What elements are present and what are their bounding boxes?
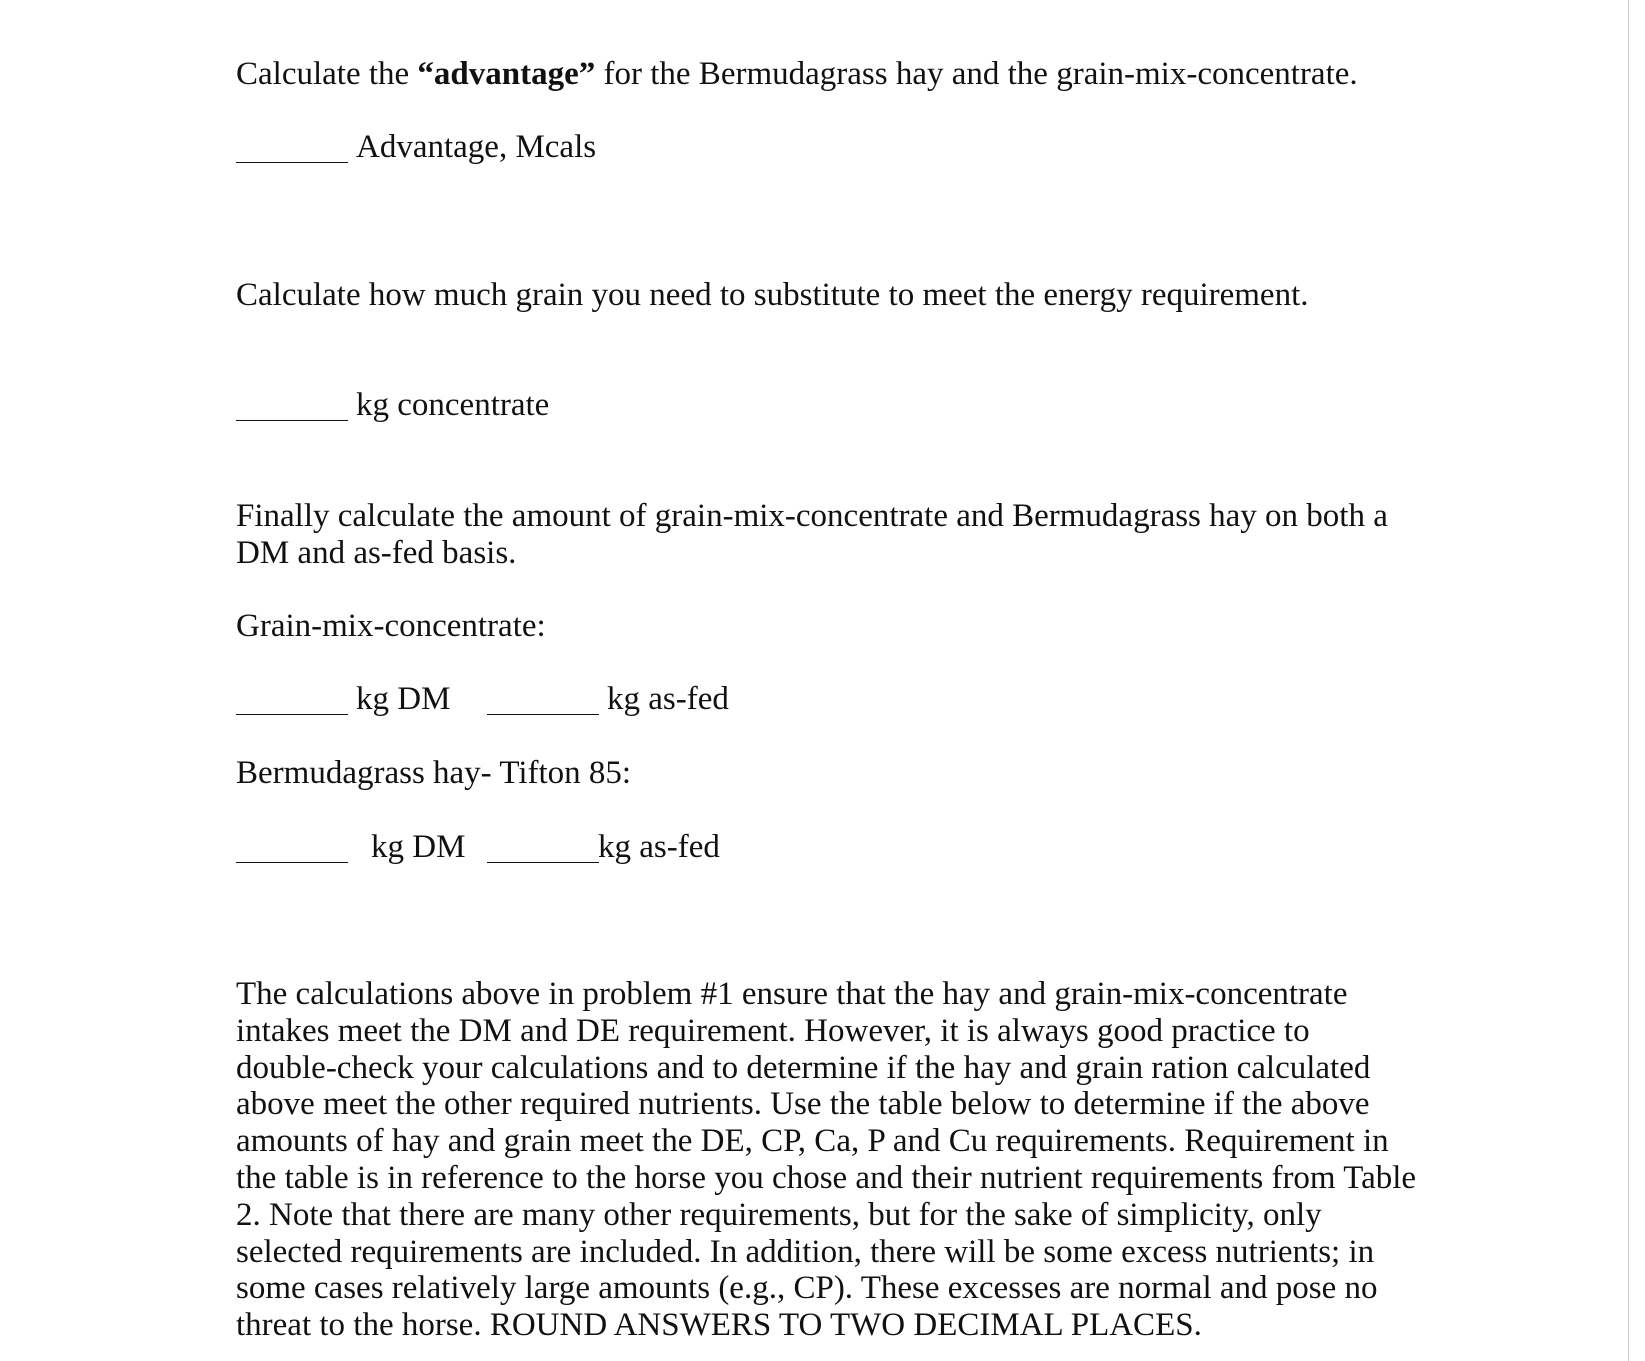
grain-mix-asfed-label: kg as-fed (607, 681, 729, 717)
closing-paragraph-line: threat to the horse. ROUND ANSWERS TO TWO DECIMAL PLACES. (236, 1307, 1202, 1344)
closing-paragraph-line: the table is in reference to the horse you chose and their nutrient requirements from Table (236, 1159, 1417, 1196)
concentrate-answer-blank[interactable] (236, 420, 348, 421)
closing-paragraph-line: The calculations above in problem #1 ensure that the hay and grain-mix-concentrate (236, 976, 1348, 1012)
grain-mix-dm-blank[interactable] (236, 714, 348, 715)
advantage-answer-label: Advantage, Mcals (356, 129, 597, 165)
advantage-question (236, 56, 1358, 93)
page-edge-divider (1628, 0, 1629, 1361)
grain-mix-asfed-blank[interactable] (487, 714, 599, 715)
closing-paragraph-line: amounts of hay and grain meet the DE, CP, Ca, P and Cu requirements. Requirement in (236, 1123, 1389, 1160)
closing-paragraph-line: intakes meet the DM and DE requirement. However, it is always good practice to (236, 1012, 1310, 1049)
grain-mix-heading: Grain-mix-concentrate: (236, 608, 546, 644)
closing-paragraph (236, 976, 1417, 1344)
final-question-line-2: DM and as-fed basis. (236, 535, 517, 571)
bermuda-dm-label: kg DM (371, 829, 466, 865)
grain-substitution-question: Calculate how much grain you need to substitute to meet the energy requirement. (236, 277, 1309, 313)
bermuda-asfed-blank[interactable] (487, 862, 599, 863)
closing-paragraph-line: above meet the other required nutrients. Use the table below to determine if the above (236, 1086, 1370, 1123)
advantage-term: “advantage” (417, 56, 596, 92)
grain-mix-dm-label: kg DM (356, 681, 451, 717)
closing-paragraph-line: some cases relatively large amounts (e.g., CP). These excesses are normal and pose no (236, 1270, 1378, 1307)
bermuda-asfed-label: kg as-fed (598, 829, 720, 865)
advantage-question-prefix: Calculate the (236, 56, 418, 92)
bermuda-dm-blank[interactable] (236, 862, 348, 863)
advantage-question-suffix: for the Bermudagrass hay and the grain-mix-concentrate. (595, 56, 1358, 92)
bermuda-heading: Bermudagrass hay- Tifton 85: (236, 755, 632, 791)
concentrate-answer-label: kg concentrate (356, 387, 550, 423)
final-question-line-1: Finally calculate the amount of grain-mix-concentrate and Bermudagrass hay on both a (236, 498, 1388, 534)
advantage-answer-blank[interactable] (236, 162, 348, 163)
closing-paragraph-line: selected requirements are included. In addition, there will be some excess nutrients; in (236, 1233, 1375, 1270)
closing-paragraph-line: 2. Note that there are many other requirements, but for the sake of simplicity, only (236, 1196, 1322, 1233)
closing-paragraph-line: double-check your calculations and to determine if the hay and grain ration calculated (236, 1049, 1371, 1086)
